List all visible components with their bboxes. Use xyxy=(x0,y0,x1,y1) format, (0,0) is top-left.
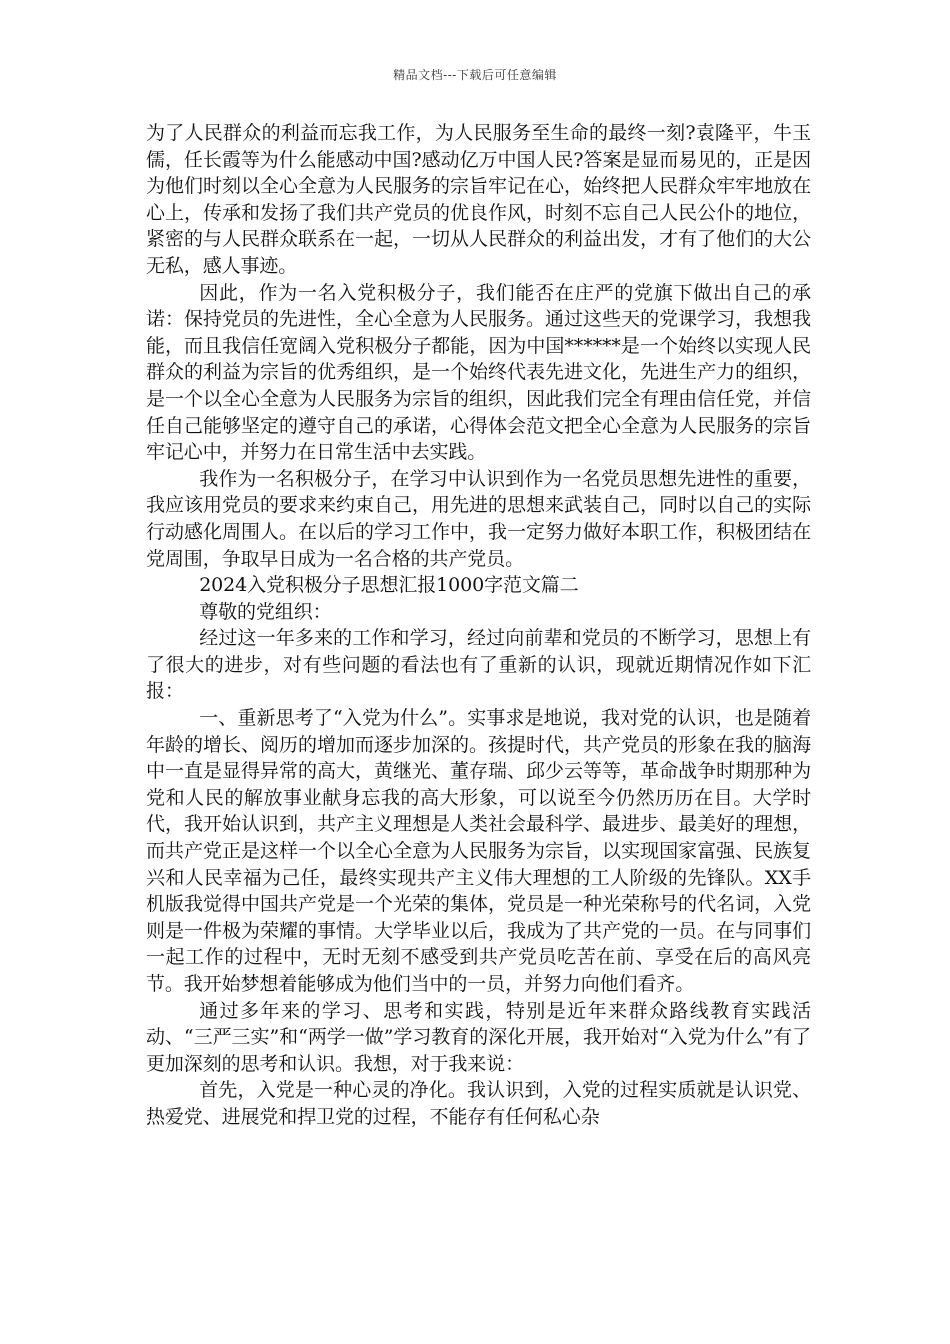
paragraph: 首先，入党是一种心灵的净化。我认识到，入党的过程实质就是认识党、热爱党、进展党和捍卫党的过程，不能存有任何私心杂 xyxy=(146,1079,811,1128)
document-body xyxy=(146,120,811,1131)
page-header: 精品文档---下载后可任意编辑 xyxy=(393,68,557,82)
paragraph: 尊敬的党组织： xyxy=(199,600,332,623)
paragraph: 为了人民群众的利益而忘我工作，为人民服务至生命的最终一刻?袁隆平，牛玉儒，任长霞等为什么能感动中国?感动亿万中国人民?答案是显而易见的，正是因为他们时刻以全心全意为人民服务的宗旨牢记在心，始终把人民群众牢牢地放在心上，传承和发扬了我们共产党员的优良作风，时刻不忘自己人民公仆的地位，紧密的与人民群众联系在一起，一切从人民群众的利益出发，才有了他们的大公无私，感人事迹。 xyxy=(146,122,811,277)
paragraph: 经过这一年多来的工作和学习，经过向前辈和党员的不断学习，思想上有了很大的进步，对有些问题的看法也有了重新的认识，现就近期情况作如下汇报： xyxy=(146,627,811,703)
paragraph: 一、重新思考了“入党为什么”。实事求是地说，我对党的认识，也是随着年龄的增长、阅历的增加而逐步加深的。孩提时代，共产党员的形象在我的脑海中一直是显得异常的高大，黄继光、董存瑞、邱少云等等，革命战争时期那种为党和人民的解放事业献身忘我的高大形象，可以说至今仍然历历在目。大学时代，我开始认识到，共产主义理想是人类社会最科学、最进步、最美好的理想，而共产党正是这样一个以全心全意为人民服务为宗旨，以实现国家富强、民族复兴和人民幸福为己任，最终实现共产主义伟大理想的工人阶级的先锋队。XX手机版我觉得中国共产党是一个光荣的集体，党员是一种光荣称号的代名词，入党则是一件极为荣耀的事情。大学毕业以后，我成为了共产党的一员。在与同事们一起工作的过程中，无时无刻不感受到共产党员吃苦在前、享受在后的高风亮节。我开始梦想着能够成为他们当中的一员，并努力向他们看齐。 xyxy=(146,707,811,995)
paragraph: 因此，作为一名入党积极分子，我们能否在庄严的党旗下做出自己的承诺：保持党员的先进性，全心全意为人民服务。通过这些天的党课学习，我想我能，而且我信任宽阔入党积极分子都能，因为中国******是一个始终以实现人民群众的利益为宗旨的优秀组织，是一个始终代表先进文化，先进生产力的组织，是一个以全心全意为人民服务为宗旨的组织，因此我们完全有理由信任党，并信任自己能够坚定的遵守自己的承诺，心得体会范文把全心全意为人民服务的宗旨牢记心中，并努力在日常生活中去实践。 xyxy=(146,281,811,464)
paragraph: 2024入党积极分子思想汇报1000字范文篇二 xyxy=(199,574,579,597)
paragraph: 我作为一名积极分子，在学习中认识到作为一名党员思想先进性的重要，我应该用党员的要求来约束自己，用先进的思想来武装自己，同时以自己的实际行动感化周围人。在以后的学习工作中，我一定努力做好本职工作，积极团结在党周围，争取早日成为一名合格的共产党员。 xyxy=(146,467,811,570)
paragraph: 通过多年来的学习、思考和实践，特别是近年来群众路线教育实践活动、“三严三实”和“两学一做”学习教育的深化开展，我开始对“入党为什么”有了更加深刻的思考和认识。我想，对于我来说： xyxy=(146,999,811,1075)
